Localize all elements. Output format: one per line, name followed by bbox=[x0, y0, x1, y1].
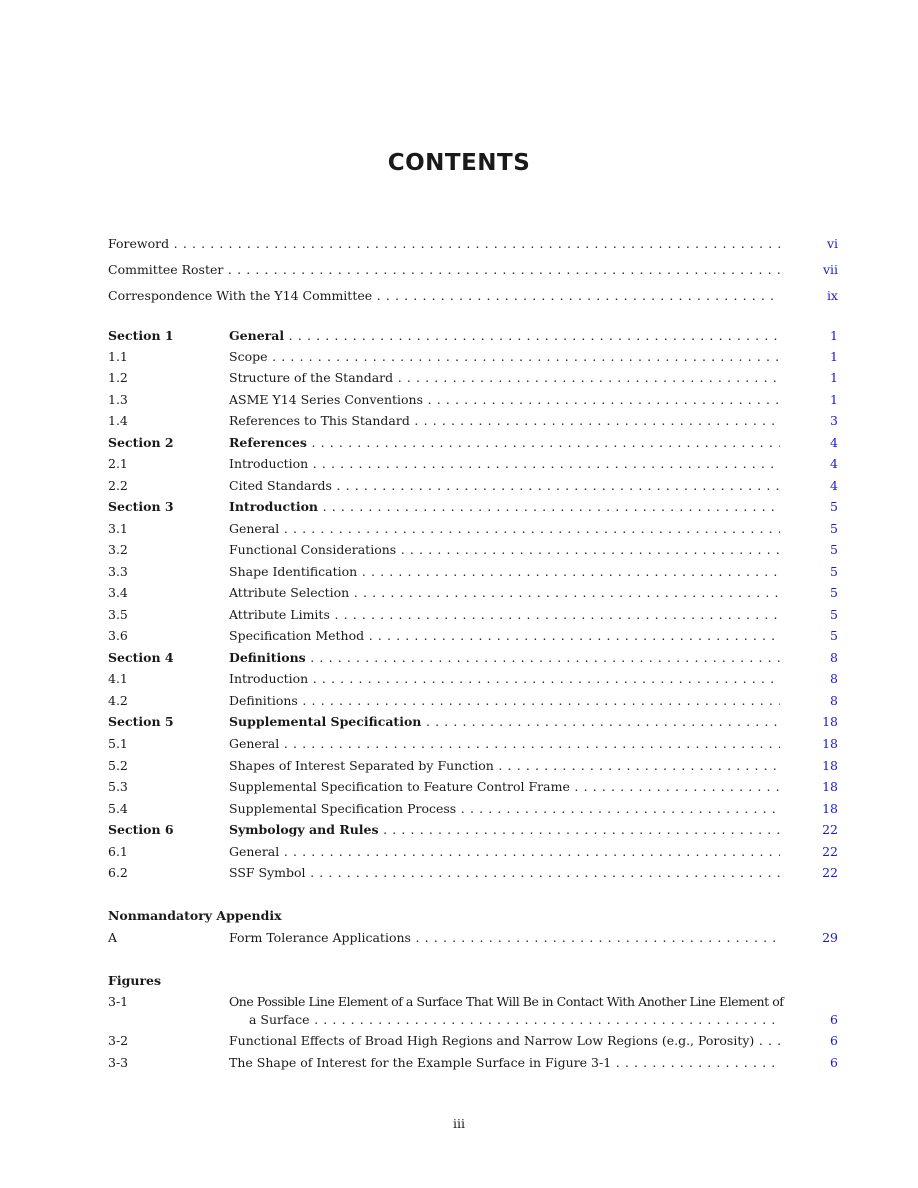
toc-entry-3-4[interactable] bbox=[108, 583, 838, 603]
toc-entry-3-5[interactable] bbox=[108, 605, 838, 625]
toc-page-link[interactable]: 8 bbox=[830, 650, 838, 665]
toc-entry-label: References bbox=[229, 435, 307, 450]
page-number: iii bbox=[453, 1116, 465, 1131]
toc-section-2[interactable] bbox=[108, 433, 838, 453]
toc-entry-number: 3-1 bbox=[108, 994, 129, 1009]
toc-entry-committee-roster[interactable] bbox=[108, 260, 838, 280]
toc-entry-label: References to This Standard bbox=[229, 413, 410, 428]
toc-page-link[interactable]: 3 bbox=[830, 413, 838, 428]
toc-entry-number: Section 3 bbox=[108, 499, 174, 514]
toc-entry-label: Supplemental Specification to Feature Control Frame bbox=[229, 779, 570, 794]
toc-page-link[interactable]: 4 bbox=[830, 478, 838, 493]
toc-page-link[interactable]: 6 bbox=[830, 1012, 838, 1027]
toc-section-4[interactable] bbox=[108, 648, 838, 668]
toc-entry-1-3[interactable] bbox=[108, 390, 838, 410]
toc-page-link[interactable]: 6 bbox=[830, 1055, 838, 1070]
toc-entry-label: SSF Symbol bbox=[229, 865, 306, 880]
toc-entry-label: Cited Standards bbox=[229, 478, 332, 493]
toc-figure-3-3[interactable] bbox=[108, 1053, 838, 1073]
toc-entry-5-2[interactable] bbox=[108, 756, 838, 776]
toc-entry-label: General bbox=[229, 521, 280, 536]
toc-entry-number: 3-2 bbox=[108, 1033, 129, 1048]
toc-entry-number: 5.2 bbox=[108, 758, 128, 773]
toc-page-link[interactable]: 22 bbox=[822, 865, 838, 880]
toc-page-link[interactable]: 22 bbox=[822, 844, 838, 859]
toc-entry-number: A bbox=[108, 930, 118, 945]
toc-page-link[interactable]: 1 bbox=[830, 349, 838, 364]
toc-entry-1-1[interactable] bbox=[108, 347, 838, 367]
toc-page-link[interactable]: 18 bbox=[822, 736, 838, 751]
toc-entry-label: Functional Considerations bbox=[229, 542, 397, 557]
toc-entry-number: Section 4 bbox=[108, 650, 174, 665]
toc-page-link[interactable]: 6 bbox=[830, 1033, 838, 1048]
toc-entry-label: Structure of the Standard bbox=[229, 370, 394, 385]
toc-entry-label: Shape Identification bbox=[229, 564, 358, 579]
toc-entry-4-2[interactable] bbox=[108, 691, 838, 711]
figure-3-1-title-line1: One Possible Line Element of a Surface That Will Be in Contact With Another Line Element of bbox=[229, 994, 784, 1009]
toc-page-link[interactable]: 18 bbox=[822, 758, 838, 773]
toc-page-link[interactable]: 18 bbox=[822, 801, 838, 816]
toc-entry-5-4[interactable] bbox=[108, 799, 838, 819]
toc-page-link[interactable]: 4 bbox=[830, 435, 838, 450]
toc-entry-label: General bbox=[229, 328, 285, 343]
toc-page-link[interactable]: 8 bbox=[830, 693, 838, 708]
toc-entry-number: 1.2 bbox=[108, 370, 128, 385]
toc-entry-label: Symbology and Rules bbox=[229, 822, 379, 837]
toc-page-link[interactable]: vii bbox=[822, 262, 838, 277]
toc-page-link[interactable]: 5 bbox=[830, 628, 838, 643]
toc-entry-number: 3.3 bbox=[108, 564, 128, 579]
toc-entry-2-1[interactable] bbox=[108, 454, 838, 474]
toc-entry-label: ASME Y14 Series Conventions bbox=[229, 392, 424, 407]
toc-entry-number: 4.1 bbox=[108, 671, 128, 686]
toc-page-link[interactable]: 18 bbox=[822, 714, 838, 729]
toc-section-3[interactable] bbox=[108, 497, 838, 517]
toc-entry-label: Form Tolerance Applications bbox=[229, 930, 411, 945]
toc-figure-3-2[interactable] bbox=[108, 1031, 838, 1051]
toc-entry-number: Section 6 bbox=[108, 822, 174, 837]
toc-entry-2-2[interactable] bbox=[108, 476, 838, 496]
toc-entry-label: Definitions bbox=[229, 693, 298, 708]
toc-entry-number: 1.1 bbox=[108, 349, 128, 364]
toc-entry-number: 1.3 bbox=[108, 392, 128, 407]
toc-entry-number: 6.2 bbox=[108, 865, 128, 880]
toc-entry-number: Section 5 bbox=[108, 714, 174, 729]
toc-entry-correspondence[interactable] bbox=[108, 286, 838, 306]
toc-entry-6-1[interactable] bbox=[108, 842, 838, 862]
toc-page-link[interactable]: 18 bbox=[822, 779, 838, 794]
toc-entry-label: Functional Effects of Broad High Regions and Narrow Low Regions (e.g., Porosity) bbox=[229, 1033, 755, 1048]
toc-entry-number: 3.4 bbox=[108, 585, 128, 600]
toc-entry-1-4[interactable] bbox=[108, 411, 838, 431]
toc-entry-label: General bbox=[229, 736, 280, 751]
toc-section-5[interactable] bbox=[108, 712, 838, 732]
toc-entry-label: Supplemental Specification Process bbox=[229, 801, 457, 816]
page-title: CONTENTS bbox=[387, 150, 531, 176]
toc-page-link[interactable]: 5 bbox=[830, 499, 838, 514]
toc-entry-5-1[interactable] bbox=[108, 734, 838, 754]
toc-entry-label: Specification Method bbox=[229, 628, 365, 643]
toc-entry-label: Attribute Limits bbox=[229, 607, 330, 622]
figures-heading: Figures bbox=[108, 973, 162, 988]
toc-entry-3-2[interactable] bbox=[108, 540, 838, 560]
toc-entry-label: Committee Roster bbox=[108, 262, 224, 277]
toc-page-link[interactable]: 5 bbox=[830, 521, 838, 536]
toc-entry-foreword[interactable] bbox=[108, 234, 838, 254]
toc-entry-appendix-a[interactable] bbox=[108, 928, 838, 948]
toc-entry-label: a Surface bbox=[249, 1012, 310, 1027]
toc-entry-label: Attribute Selection bbox=[229, 585, 350, 600]
toc-entry-label: Shapes of Interest Separated by Function bbox=[229, 758, 494, 773]
toc-page-link[interactable]: 1 bbox=[830, 328, 838, 343]
toc-entry-number: 5.1 bbox=[108, 736, 128, 751]
toc-entry-number: 3-3 bbox=[108, 1055, 129, 1070]
toc-entry-3-6[interactable] bbox=[108, 626, 838, 646]
toc-entry-number: Section 2 bbox=[108, 435, 174, 450]
toc-entry-number: Section 1 bbox=[108, 328, 174, 343]
toc-entry-3-1[interactable] bbox=[108, 519, 838, 539]
toc-page-link[interactable]: 4 bbox=[830, 456, 838, 471]
toc-section-6[interactable] bbox=[108, 820, 838, 840]
toc-entry-number: 5.4 bbox=[108, 801, 128, 816]
toc-section-1[interactable] bbox=[108, 326, 838, 346]
toc-entry-number: 2.1 bbox=[108, 456, 128, 471]
toc-entry-label: Correspondence With the Y14 Committee bbox=[108, 288, 373, 303]
toc-entry-number: 5.3 bbox=[108, 779, 128, 794]
toc-entry-3-3[interactable] bbox=[108, 562, 838, 582]
toc-entry-4-1[interactable] bbox=[108, 669, 838, 689]
toc-entry-number: 3.6 bbox=[108, 628, 128, 643]
toc-page-link[interactable]: 5 bbox=[830, 564, 838, 579]
toc-page-link[interactable]: vi bbox=[826, 236, 838, 251]
toc-entry-label: Foreword bbox=[108, 236, 170, 251]
toc-entry-label: Introduction bbox=[229, 499, 319, 514]
toc-entry-5-3[interactable] bbox=[108, 777, 838, 797]
toc-entry-number: 3.1 bbox=[108, 521, 128, 536]
toc-page-link[interactable]: ix bbox=[826, 288, 838, 303]
appendix-heading: Nonmandatory Appendix bbox=[108, 908, 282, 923]
toc-entry-label: Scope bbox=[229, 349, 268, 364]
toc-entry-1-2[interactable] bbox=[108, 368, 838, 388]
toc-page-link[interactable]: 8 bbox=[830, 671, 838, 686]
toc-page-link[interactable]: 1 bbox=[830, 370, 838, 385]
toc-entry-label: Supplemental Specification bbox=[229, 714, 422, 729]
toc-entry-number: 1.4 bbox=[108, 413, 128, 428]
toc-entry-number: 4.2 bbox=[108, 693, 128, 708]
toc-entry-6-2[interactable] bbox=[108, 863, 838, 883]
toc-page-link[interactable]: 29 bbox=[822, 930, 838, 945]
toc-entry-label: Introduction bbox=[229, 456, 309, 471]
toc-page-link[interactable]: 5 bbox=[830, 542, 838, 557]
toc-page-link[interactable]: 22 bbox=[822, 822, 838, 837]
toc-entry-label: General bbox=[229, 844, 280, 859]
toc-page-link[interactable]: 1 bbox=[830, 392, 838, 407]
toc-entry-number: 6.1 bbox=[108, 844, 128, 859]
toc-entry-label: Definitions bbox=[229, 650, 306, 665]
toc-entry-label: The Shape of Interest for the Example Surface in Figure 3-1 bbox=[229, 1055, 612, 1070]
toc-page-link[interactable]: 5 bbox=[830, 607, 838, 622]
toc-page-link[interactable]: 5 bbox=[830, 585, 838, 600]
toc-entry-number: 2.2 bbox=[108, 478, 128, 493]
toc-entry-label: Introduction bbox=[229, 671, 309, 686]
toc-entry-number: 3.2 bbox=[108, 542, 128, 557]
toc-entry-number: 3.5 bbox=[108, 607, 128, 622]
toc-figure-3-1[interactable] bbox=[108, 992, 838, 1032]
